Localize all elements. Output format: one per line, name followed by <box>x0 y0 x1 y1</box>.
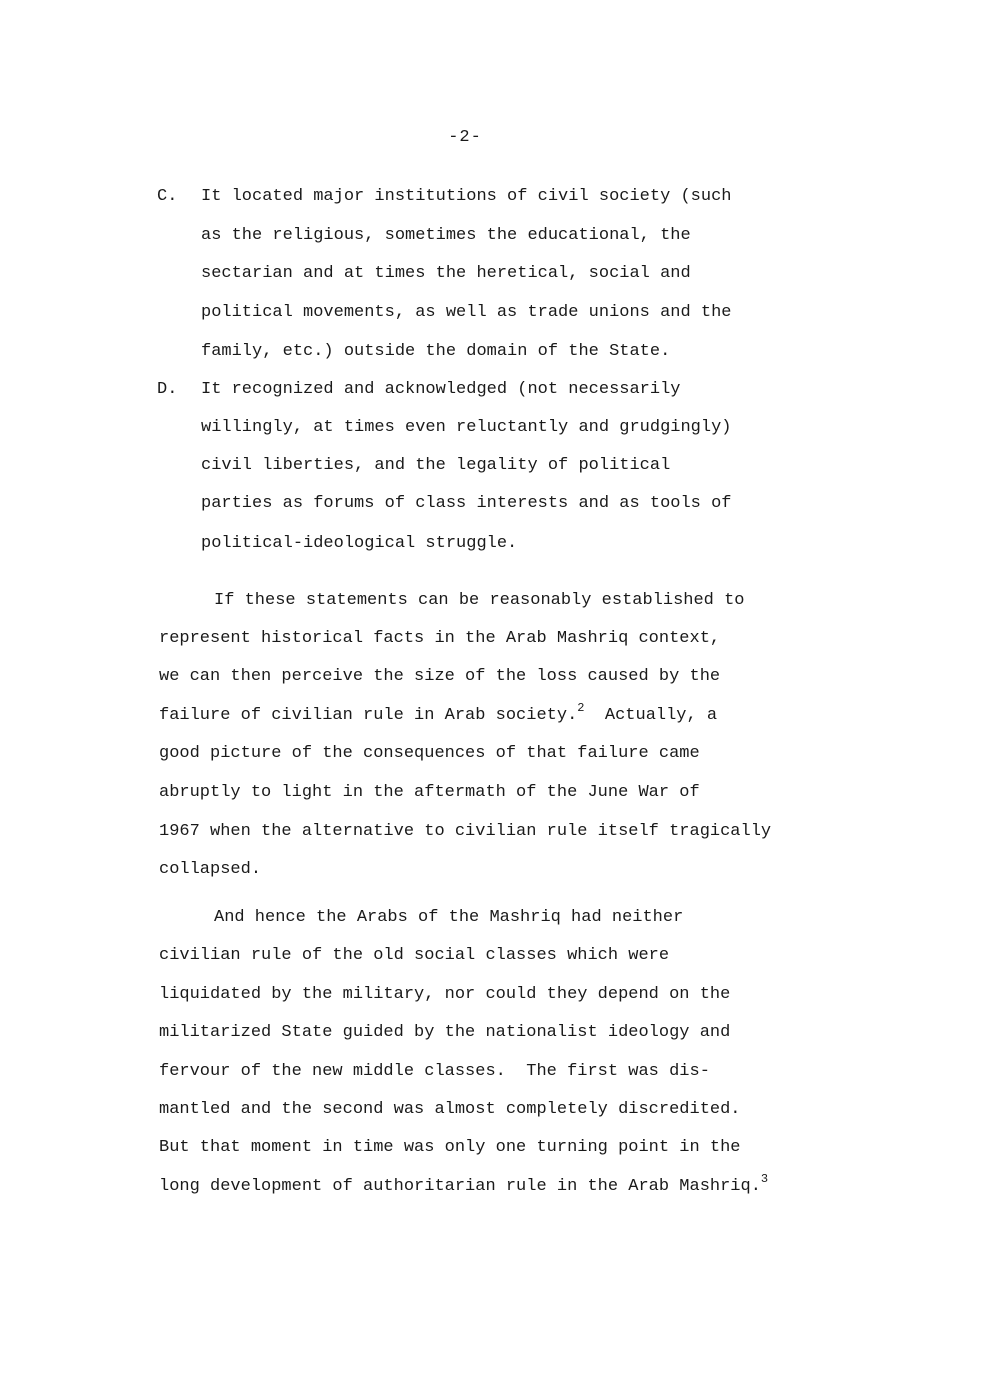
paragraph-line: fervour of the new middle classes. The first was dis- <box>159 1062 710 1081</box>
list-item-line: as the religious, sometimes the educational, the <box>201 226 691 245</box>
paragraph-line: civilian rule of the old social classes which were <box>159 946 670 965</box>
list-item-line: parties as forums of class interests and as tools of <box>201 494 732 513</box>
paragraph-text: failure of civilian rule in Arab society. <box>159 706 578 725</box>
list-item-line: sectarian and at times the heretical, social and <box>201 264 691 283</box>
paragraph-line-with-footnote <box>159 1172 769 1198</box>
paragraph-line: collapsed. <box>159 860 262 879</box>
list-item-line: It recognized and acknowledged (not necessarily <box>201 380 681 399</box>
paragraph-line: liquidated by the military, nor could they depend on the <box>159 985 731 1004</box>
list-item-line: family, etc.) outside the domain of the State. <box>201 342 671 361</box>
paragraph-line: we can then perceive the size of the loss caused by the <box>159 667 721 686</box>
list-item-line: political-ideological struggle. <box>201 534 518 553</box>
list-item-line: It located major institutions of civil society (such <box>201 187 732 206</box>
list-item-line: willingly, at times even reluctantly and grudgingly) <box>201 418 732 437</box>
paragraph-line: And hence the Arabs of the Mashriq had neither <box>214 908 684 927</box>
list-item-line: civil liberties, and the legality of political <box>201 456 671 475</box>
paragraph-line: 1967 when the alternative to civilian rule itself tragically <box>159 822 772 841</box>
paragraph-line: If these statements can be reasonably established to <box>214 591 745 610</box>
list-item-letter: D. <box>157 380 178 399</box>
footnote-ref: 2 <box>577 701 585 715</box>
paragraph-text: Actually, a <box>584 706 718 725</box>
paragraph-line: But that moment in time was only one turning point in the <box>159 1138 741 1157</box>
paragraph-line: abruptly to light in the aftermath of the June War of <box>159 783 700 802</box>
paragraph-line: good picture of the consequences of that failure came <box>159 744 700 763</box>
paragraph-line: mantled and the second was almost completely discredited. <box>159 1100 741 1119</box>
paragraph-line: represent historical facts in the Arab Mashriq context, <box>159 629 721 648</box>
paragraph-line: militarized State guided by the nationalist ideology and <box>159 1023 731 1042</box>
list-item-letter: C. <box>157 187 178 206</box>
footnote-ref: 3 <box>760 1172 769 1186</box>
paragraph-line-with-footnote <box>159 701 718 727</box>
page-number: -2- <box>448 128 482 147</box>
list-item-line: political movements, as well as trade unions and the <box>201 303 732 322</box>
paragraph-text: long development of authoritarian rule in the Arab Mashriq. <box>159 1177 761 1196</box>
